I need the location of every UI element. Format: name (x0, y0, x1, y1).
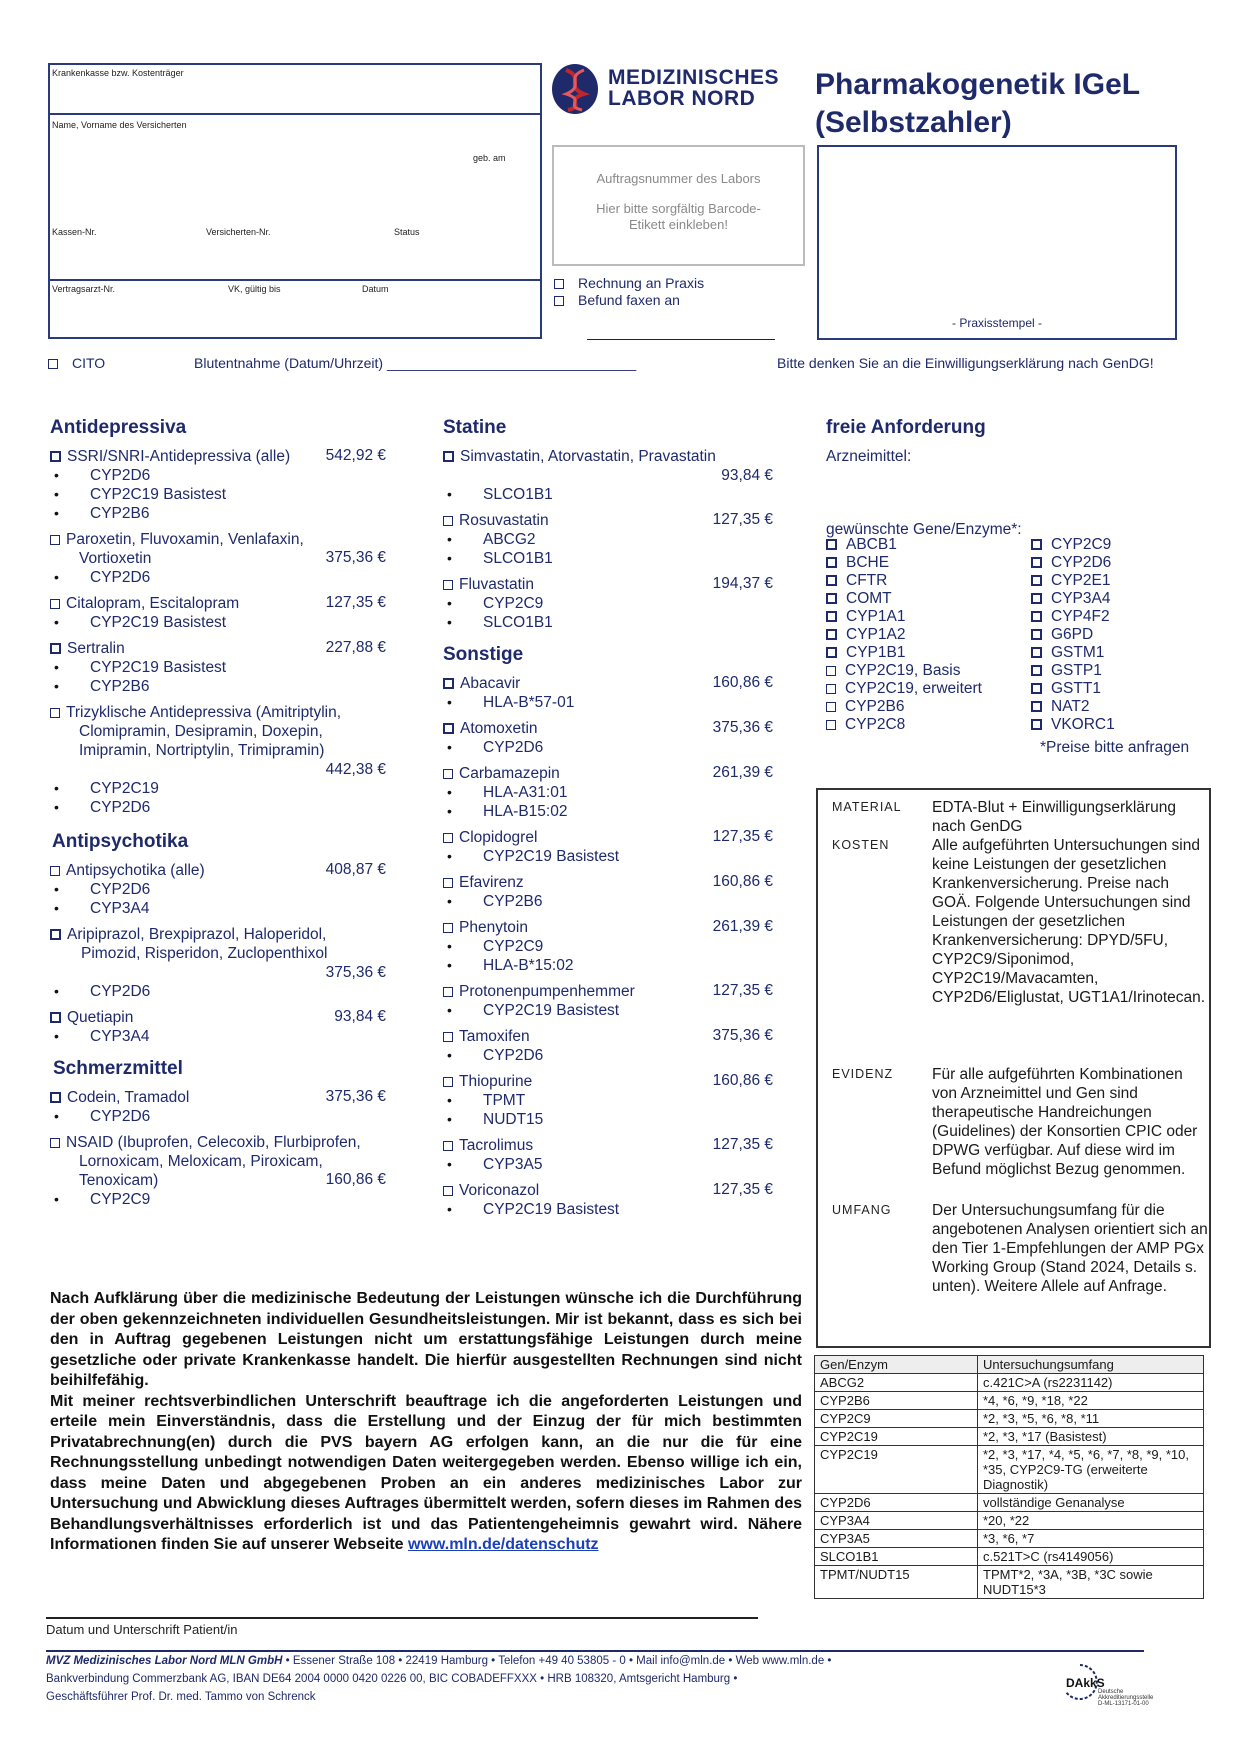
kasse-label: Krankenkasse bzw. Kostenträger (52, 68, 184, 78)
checkbox[interactable] (50, 643, 61, 654)
item-carbamazepin[interactable]: Carbamazepin 261,39 € • HLA-A31:01 • HLA-B15:02 (443, 764, 773, 821)
signature-label: Datum und Unterschrift Patient/in (46, 1622, 238, 1637)
umfang-label: UMFANG (832, 1203, 892, 1217)
checkbox[interactable] (443, 769, 453, 779)
table-row: CYP2D6 vollständige Genanalyse (815, 1494, 1204, 1512)
table-header-cell: Untersuchungsumfang (978, 1356, 1204, 1374)
table-row: CYP3A5 *3, *6, *7 (815, 1530, 1204, 1548)
item-simvastatin[interactable]: Simvastatin, Atorvastatin, Pravastatin 93,84 € • SLCO1B1 (443, 447, 773, 504)
checkbox[interactable] (50, 1138, 60, 1148)
geb-label: geb. am (473, 153, 506, 163)
footer-ceo: Geschäftsführer Prof. Dr. med. Tammo von Schrenck (46, 1691, 316, 1703)
table-row: CYP2C19 *2, *3, *17, *4, *5, *6, *7, *8, *9, *10, *35, CYP2C9-TG (erweiterte Diagnostik) (815, 1446, 1204, 1494)
material-label: MATERIAL (832, 800, 902, 814)
kassen-nr-label: Kassen-Nr. (52, 227, 97, 237)
gene-option[interactable]: CYP2D6 (1031, 554, 1201, 572)
arzt-nr-label: Vertragsarzt-Nr. (52, 284, 116, 294)
gene-option[interactable]: CYP2B6 (826, 698, 1026, 716)
item-quetiapin[interactable]: Quetiapin 93,84 € • CYP3A4 (50, 1008, 386, 1046)
fax-line (587, 339, 775, 340)
item-voriconazol[interactable]: Voriconazol 127,35 € • CYP2C19 Basistest (443, 1181, 773, 1219)
section-freie-title: freie Anforderung (826, 417, 986, 438)
checkbox[interactable] (443, 878, 453, 888)
name-label: Name, Vorname des Versicherten (52, 120, 187, 130)
consent-paragraph-1: Nach Aufklärung über die medizinische Bedeutung der Leistungen wünsche ich die Durchführung der oben gekennzeichneten individuellen Gesundheitsleistungen. Mir ist bekannt, dass es sich bei den in Auftrag gegebenen Leistungen nicht um erstattungsfähige Leistungen durch meine gesetzliche oder private Krankenkasse handelt. Die hierfür ausgestellten Rechnungen sind nicht beihilfefähig. (50, 1290, 802, 1389)
gene-option[interactable]: VKORC1 (1031, 716, 1201, 734)
checkbox[interactable] (48, 359, 58, 369)
gene-list-title: gewünschte Gene/Enzyme*: (826, 521, 1022, 538)
column-left (50, 417, 386, 1216)
item-aripiprazol[interactable]: Aripiprazol, Brexpiprazol, Haloperidol, Pimozid, Risperidon, Zuclopenthixol 375,36 € • CYP2D6 (50, 925, 386, 1001)
gene-option[interactable]: GSTT1 (1031, 680, 1201, 698)
item-antipsychotika-alle[interactable]: Antipsychotika (alle) 408,87 € • CYP2D6 • CYP3A4 (50, 861, 386, 918)
datenschutz-link[interactable]: www.mln.de/datenschutz (408, 1536, 599, 1553)
gene-option[interactable]: CYP2C9 (1031, 536, 1201, 554)
table-row: CYP2C9 *2, *3, *5, *6, *8, *11 (815, 1410, 1204, 1428)
gene-option[interactable]: CYP1A1 (826, 608, 1026, 626)
gene-option[interactable]: BCHE (826, 554, 1026, 572)
item-atomoxetin[interactable]: Atomoxetin 375,36 € • CYP2D6 (443, 719, 773, 757)
checkbox[interactable] (50, 535, 60, 545)
gene-option[interactable]: CYP1B1 (826, 644, 1026, 662)
item-efavirenz[interactable]: Efavirenz 160,86 € • CYP2B6 (443, 873, 773, 911)
gene-option[interactable]: G6PD (1031, 626, 1201, 644)
checkbox[interactable] (443, 1032, 453, 1042)
item-fluvastatin[interactable]: Fluvastatin 194,37 € • CYP2C9 • SLCO1B1 (443, 575, 773, 632)
checkbox[interactable] (443, 1077, 453, 1087)
item-protonenpumpenhemmer[interactable]: Protonenpumpenhemmer 127,35 € • CYP2C19 Basistest (443, 982, 773, 1020)
sonstige-list (443, 674, 773, 1219)
section-antipsychotika-title: Antipsychotika (52, 831, 189, 852)
checkbox[interactable] (50, 451, 61, 462)
item-codein[interactable]: Codein, Tramadol 375,36 € • CYP2D6 (50, 1088, 386, 1126)
table-row: TPMT/NUDT15 TPMT*2, *3A, *3B, *3C sowie NUDT15*3 (815, 1566, 1204, 1599)
barcode-field: Auftragsnummer des Labors Hier bitte sorgfältig Barcode- Etikett einkleben! (552, 145, 805, 266)
datum-label: Datum (362, 284, 389, 294)
gene-option[interactable]: NAT2 (1031, 698, 1201, 716)
item-paroxetin[interactable]: Paroxetin, Fluvoxamin, Venlafaxin, Vortioxetin 375,36 € • CYP2D6 (50, 530, 386, 587)
section-antidepressiva-title: Antidepressiva (50, 417, 187, 438)
umfang-text: Der Untersuchungsumfang für die angebotenen Analysen orientiert sich an den Tier 1-Empfehlungen der AMP PGx Working Group (Stand 2024, Details s. unten). Weitere Allele auf Anfrage. (932, 1202, 1208, 1295)
kosten-text: Alle aufgeführten Untersuchungen sind keine Leistungen der gesetzlichen Krankenversicherung. Preise nach GOÄ. Folgende Untersuchungen sind Leistungen der gesetzlichen Krankenversicherung: DPYD/5FU, CYP2C9/Siponimod, CYP2C19/Mavacamten, CYP2D6/Eliglustat, UGT1A1/Irinotecan. (932, 837, 1206, 1006)
page-title: Pharmakogenetik IGeL (Selbstzahler) (815, 68, 1141, 139)
checkbox[interactable] (443, 987, 453, 997)
stamp-label: - Praxisstempel - (951, 316, 1043, 330)
section-sonstige-title: Sonstige (443, 644, 524, 665)
gene-list-left (826, 536, 1026, 734)
table-row: CYP3A4 *20, *22 (815, 1512, 1204, 1530)
table-header-cell: Gen/Enzym (815, 1356, 978, 1374)
gene-option[interactable]: GSTM1 (1031, 644, 1201, 662)
kasse-field[interactable] (50, 65, 540, 115)
evidenz-text: Für alle aufgeführten Kombinationen von Arzneimittel und Gen sind therapeutische Handreichungen (Guidelines) der Konsortien CPIC oder DPWG verfügbar. Auf diese wird im Befund möglichst Bezug genommen. (932, 1066, 1198, 1178)
blutentnahme-field[interactable]: Blutentnahme (Datum/Uhrzeit) ________________________________ (194, 355, 637, 371)
option-rechnung[interactable]: Rechnung an Praxis (554, 275, 704, 291)
kosten-label: KOSTEN (832, 838, 890, 852)
gene-option[interactable]: GSTP1 (1031, 662, 1201, 680)
table-row: SLCO1B1 c.521T>C (rs4149056) (815, 1548, 1204, 1566)
checkbox[interactable] (443, 1186, 453, 1196)
section-schmerzmittel-title: Schmerzmittel (53, 1058, 183, 1079)
material-text: EDTA-Blut + Einwilligungserklärung nach GenDG (932, 799, 1176, 835)
vers-nr-label: Versicherten-Nr. (206, 227, 271, 237)
gene-option[interactable]: CYP2C8 (826, 716, 1026, 734)
checkbox[interactable] (443, 923, 453, 933)
dakks-label: DAkkS (1066, 1676, 1105, 1690)
footer-bank: Bankverbindung Commerzbank AG, IBAN DE64 2004 0000 0420 0226 00, BIC COBADEFFXXX • HRB 108320, Amtsgericht Hamburg • (46, 1673, 738, 1685)
checkbox[interactable] (50, 866, 60, 876)
gene-list-right (1031, 536, 1201, 734)
item-trizyklische[interactable]: Trizyklische Antidepressiva (Amitriptylin, Clomipramin, Desipramin, Doxepin, Imipramin, Nortriptylin, Trimipramin) 442,38 € • CYP2C19 • CYP2D6 (50, 703, 386, 817)
item-tacrolimus[interactable]: Tacrolimus 127,35 € • CYP3A5 (443, 1136, 773, 1174)
gene-option[interactable]: CFTR (826, 572, 1026, 590)
checkbox[interactable] (50, 929, 61, 940)
consent-text (50, 1289, 802, 1556)
insurance-box (48, 63, 542, 339)
info-box (816, 788, 1211, 1348)
item-rosuvastatin[interactable]: Rosuvastatin 127,35 € • ABCG2 • SLCO1B1 (443, 511, 773, 568)
gene-option[interactable]: CYP1A2 (826, 626, 1026, 644)
item-tamoxifen[interactable]: Tamoxifen 375,36 € • CYP2D6 (443, 1027, 773, 1065)
gene-option[interactable]: CYP3A4 (1031, 590, 1201, 608)
checkbox[interactable] (443, 451, 454, 462)
signature-line (46, 1617, 758, 1619)
item-nsaid[interactable]: NSAID (Ibuprofen, Celecoxib, Flurbiprofen, Lornoxicam, Meloxicam, Piroxicam, Tenoxicam) 160,86 € • CYP2C9 (50, 1133, 386, 1209)
checkbox[interactable] (443, 580, 453, 590)
gene-option[interactable]: ABCB1 (826, 536, 1026, 554)
vk-label: VK, gültig bis (228, 284, 281, 294)
gene-option[interactable]: CYP2C19, erweitert (826, 680, 1026, 698)
table-row: CYP2C19 *2, *3, *17 (Basistest) (815, 1428, 1204, 1446)
gene-option[interactable]: COMT (826, 590, 1026, 608)
checkbox[interactable] (554, 296, 564, 306)
option-cito[interactable]: CITO (48, 355, 105, 371)
footer-divider (46, 1650, 1144, 1652)
column-middle (443, 417, 773, 1226)
lab-logo-text: MEDIZINISCHES LABOR NORD (608, 66, 780, 110)
item-abacavir[interactable]: Abacavir 160,86 € • HLA-B*57-01 (443, 674, 773, 712)
item-thiopurine[interactable]: Thiopurine 160,86 € • TPMT • NUDT15 (443, 1072, 773, 1129)
checkbox[interactable] (443, 1141, 453, 1151)
consent-paragraph-2: Mit meiner rechtsverbindlichen Unterschrift beauftrage ich die angeforderten Leistungen und erteile mein Einverständnis, dass die Erstellung und der Einzug der für mich bestimmten Privatabrechnung(en) durch die PVS bayern AG erfolgen kann, an die nur die für eine Rechnungsstellung unbedingt notwendigen Daten weitergegeben werden. Ebenso willige ich ein, dass meine Daten und abgegebenen Proben an ein anderes medizinisches Labor zur Untersuchung und Abwicklung dieses Auftrages übermittelt werden, sofern dieses im Rahmen des Behandlungsverhältnisses erforderlich ist und das Patientengeheimnis gewahrt wird. Nähere Informationen finden Sie auf unserer Webseite www.mln.de/datenschutz (50, 1392, 802, 1553)
gene-option[interactable]: CYP2E1 (1031, 572, 1201, 590)
item-sertralin[interactable]: Sertralin 227,88 € • CYP2C19 Basistest • CYP2B6 (50, 639, 386, 696)
checkbox[interactable] (443, 723, 454, 734)
practice-stamp-field (817, 145, 1177, 340)
table-row: CYP2B6 *4, *6, *9, *18, *22 (815, 1392, 1204, 1410)
item-citalopram[interactable]: Citalopram, Escitalopram 127,35 € • CYP2C19 Basistest (50, 594, 386, 632)
footer-address: MVZ Medizinisches Labor Nord MLN GmbH • Essener Straße 108 • 22419 Hamburg • Telefon +49 40 53805 - 0 • Mail info@mln.de • Web www.mln.de • (46, 1655, 832, 1667)
dakks-subtext: Deutsche Akkreditierungsstelle D-ML-13171-01-00 (1098, 1689, 1154, 1707)
item-clopidogrel[interactable]: Clopidogrel 127,35 € • CYP2C19 Basistest (443, 828, 773, 866)
status-label: Status (394, 227, 420, 237)
checkbox[interactable] (50, 1012, 61, 1023)
table-row: ABCG2 c.421C>A (rs2231142) (815, 1374, 1204, 1392)
arzneimittel-field[interactable]: Arzneimittel: (826, 448, 912, 465)
checkbox[interactable] (50, 1092, 61, 1103)
checkbox[interactable] (443, 833, 453, 843)
checkbox[interactable] (443, 516, 453, 526)
evidenz-label: EVIDENZ (832, 1067, 894, 1081)
checkbox[interactable] (50, 708, 60, 718)
table-header-row (815, 1356, 1204, 1374)
section-statine-title: Statine (443, 417, 507, 438)
gendg-hint: Bitte denken Sie an die Einwilligungserklärung nach GenDG! (777, 355, 1154, 371)
checkbox[interactable] (50, 599, 60, 609)
item-ssri[interactable]: SSRI/SNRI-Antidepressiva (alle) 542,92 € • CYP2D6 • CYP2C19 Basistest • CYP2B6 (50, 447, 386, 523)
gene-table (814, 1355, 1204, 1599)
option-befund-fax[interactable]: Befund faxen an (554, 292, 680, 308)
checkbox[interactable] (554, 279, 564, 289)
lab-logo-icon (552, 64, 598, 114)
price-note: *Preise bitte anfragen (1040, 739, 1190, 756)
item-phenytoin[interactable]: Phenytoin 261,39 € • CYP2C9 • HLA-B*15:02 (443, 918, 773, 975)
checkbox[interactable] (443, 678, 454, 689)
gene-option[interactable]: CYP2C19, Basis (826, 662, 1026, 680)
gene-option[interactable]: CYP4F2 (1031, 608, 1201, 626)
